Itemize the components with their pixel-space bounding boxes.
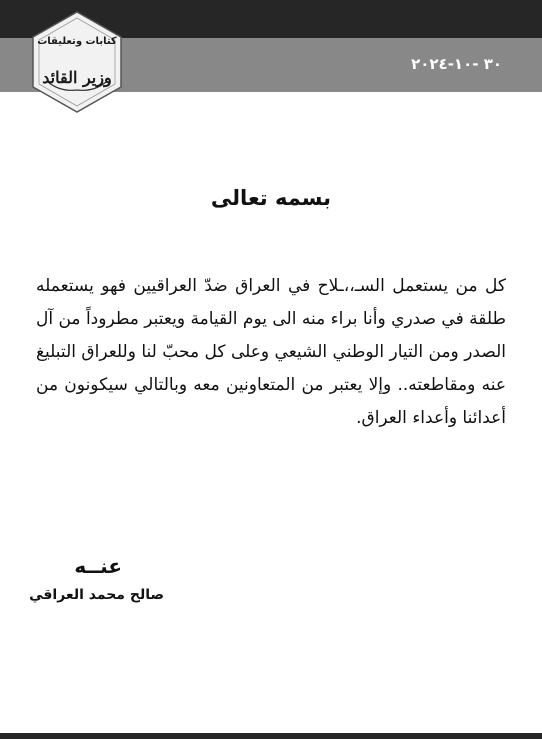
document-heading: بسمه تعالى [210, 186, 332, 210]
document-date: ٣٠ -١٠-٢٠٢٤ [411, 55, 502, 73]
signature-name: صالح محمد العراقي [29, 587, 164, 603]
bottom-bar [0, 733, 542, 739]
logo-name: وزير القائد [42, 68, 112, 87]
document-body: كل من يستعمل السـ،،ـلاح في العراق ضدّ العراقيين فهو يستعمله طلقة في صدري وأنا براء منه الى يوم القيامة ويعتبر مطروداً من آل الصدر ومن التيار الوطني الشيعي وعلى كل محبّ لنا وللعراق التبليغ عنه ومقاطعته.. وإلا يعتبر من المتعاونين معه وبالتالي سيكونون من أعدائنا وأعداء العراق. [36, 276, 506, 428]
logo [30, 10, 124, 114]
logo-subtitle: كتابات وتعليقات [37, 36, 117, 47]
logo-hexagon-icon [30, 10, 124, 114]
signature-title: عنــه [74, 554, 122, 578]
